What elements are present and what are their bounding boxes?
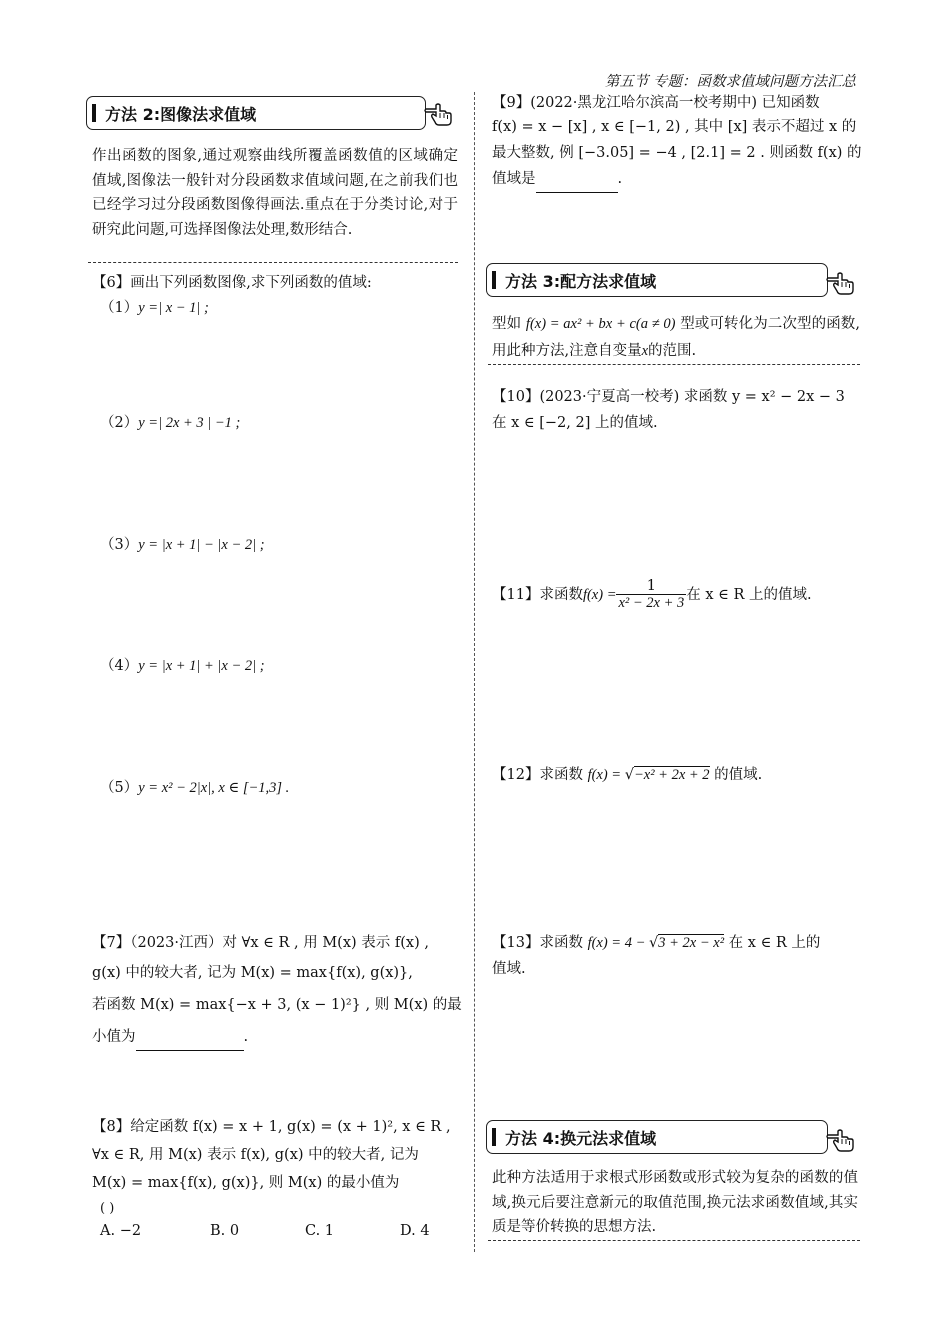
q6-item-5: （5）y = x² − 2|x|, x ∈ [−1,3] .: [100, 780, 290, 796]
method-2-description: 作出函数的图象,通过观察曲线所覆盖函数值的区域确定值域,图像法一般针对分段函数求值域问题,在之前我们也已经学习过分段函数图像得画法.重点在于分类讨论,对于研究此问题,可选择图像法处理,数形结合.: [92, 148, 458, 238]
method-2-banner: [86, 96, 426, 130]
question-9-line-3: 最大整数, 例 [−3.05] = −4 , [2.1] = 2 . 则函数 f(x) 的: [492, 145, 862, 161]
method-4-banner: [486, 1120, 828, 1154]
q6-item-2: （2）y =| 2x + 3 | −1 ;: [100, 415, 241, 431]
question-7-line-2: g(x) 中的较大者, 记为 M(x) = max{f(x), g(x)},: [92, 965, 413, 981]
page-header: 第五节 专题：函数求值域问题方法汇总: [604, 74, 856, 90]
dashed-separator: [488, 1240, 860, 1241]
q6-item-1: （1）y =| x − 1| ;: [100, 300, 209, 316]
question-8-line-1: 【8】给定函数 f(x) = x + 1, g(x) = (x + 1)², x ∈ R ,: [92, 1119, 451, 1135]
question-9-line-2: f(x) = x − [x] , x ∈ [−1, 2) , 其中 [x] 表示不超过 x 的: [492, 119, 857, 135]
question-10-line-1: 【10】(2023·宁夏高一校考) 求函数 y = x² − 2x − 3: [492, 389, 845, 405]
q6-item-3: （3）y = |x + 1| − |x − 2| ;: [100, 537, 265, 553]
method-3-description: 型如 f(x) = ax² + bx + c(a ≠ 0) 型或可转化为二次型的函数,用此种方法,注意自变量x的范围.: [492, 316, 861, 359]
question-7-line-4: 小值为 .: [92, 1024, 248, 1051]
pointing-hand-icon: [826, 270, 856, 296]
question-12: 【12】求函数 f(x) = √−x² + 2x + 2 的值域.: [492, 767, 763, 783]
method-2-title: 方法 2:图像法求值域: [105, 104, 257, 124]
question-7-line-1: 【7】（2023·江西）对 ∀x ∈ R , 用 M(x) 表示 f(x) ,: [92, 935, 429, 951]
option-d[interactable]: D. 4: [400, 1223, 430, 1239]
answer-parenthesis: ( ): [100, 1201, 115, 1216]
method-3-banner: [486, 263, 828, 297]
question-9-line-4: 值域是 .: [492, 166, 622, 193]
question-13-line-2: 值域.: [492, 961, 526, 977]
pointing-hand-icon: [826, 1127, 856, 1153]
question-9-line-1: 【9】(2022·黑龙江哈尔滨高一校考期中) 已知函数: [492, 95, 820, 111]
question-8-line-3: M(x) = max{f(x), g(x)}, 则 M(x) 的最小值为: [92, 1175, 400, 1191]
answer-blank[interactable]: [536, 166, 618, 193]
answer-blank[interactable]: [136, 1024, 244, 1051]
question-13-line-1: 【13】求函数 f(x) = 4 − √3 + 2x − x² 在 x ∈ R 上的: [492, 935, 821, 951]
question-8-line-2: ∀x ∈ R, 用 M(x) 表示 f(x), g(x) 中的较大者, 记为: [92, 1147, 419, 1163]
question-11: 【11】求函数 f(x) = $\frac{1}{\text{x² − 2x + 3}}$ 在 x ∈ R 上的值域.: [492, 578, 812, 611]
q6-item-4: （4）y = |x + 1| + |x − 2| ;: [100, 658, 265, 674]
option-a[interactable]: A. −2: [100, 1223, 142, 1239]
dashed-separator: [88, 262, 458, 263]
column-divider: [474, 92, 475, 1252]
method-4-title: 方法 4:换元法求值域: [505, 1128, 657, 1148]
sqrt-sign: √: [624, 767, 634, 783]
option-c[interactable]: C. 1: [305, 1223, 335, 1239]
question-7-line-3: 若函数 M(x) = max{−x + 3, (x − 1)²} , 则 M(x) 的最: [92, 997, 462, 1013]
sqrt-sign: √: [649, 935, 659, 951]
question-10-line-2: 在 x ∈ [−2, 2] 上的值域.: [492, 415, 658, 431]
q8-options: [100, 1220, 460, 1242]
method-3-title: 方法 3:配方法求值域: [505, 271, 657, 291]
dashed-separator: [488, 364, 860, 365]
question-6-stem: 【6】画出下列函数图像,求下列函数的值域:: [92, 275, 372, 291]
fraction: $\frac{1}{\text{x² − 2x + 3}}$: [618, 578, 685, 611]
pointing-hand-icon: [424, 101, 454, 127]
method-4-description: 此种方法适用于求根式形函数或形式较为复杂的函数的值域,换元后要注意新元的取值范围,换元法求函数值域,其实质是等价转换的思想方法.: [492, 1170, 858, 1235]
option-b[interactable]: B. 0: [210, 1223, 240, 1239]
